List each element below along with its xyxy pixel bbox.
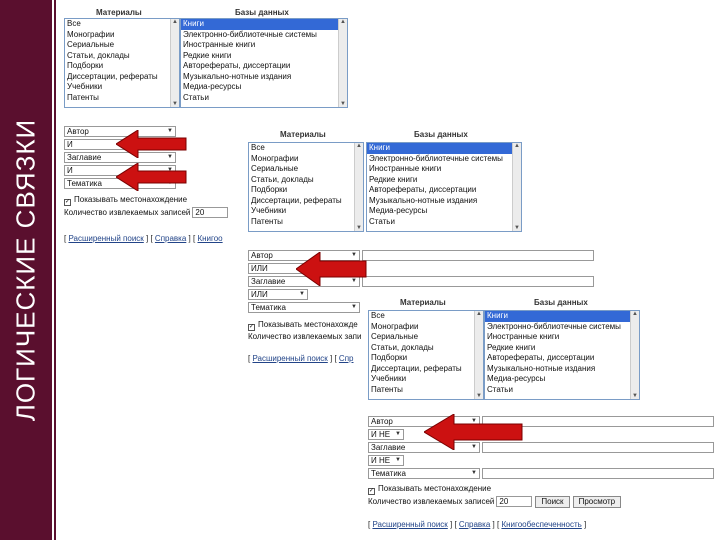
list-item[interactable]: Сериальные bbox=[371, 332, 419, 341]
list-item[interactable]: Подборки bbox=[251, 185, 288, 194]
list-item[interactable]: Диссертации, рефераты bbox=[251, 195, 342, 205]
list-item[interactable]: Электронно-библиотечные системы bbox=[369, 153, 503, 163]
list-item[interactable]: Музыкально-нотные издания bbox=[487, 363, 596, 373]
materials-list[interactable] bbox=[64, 18, 180, 108]
list-item[interactable]: Авторефераты, диссертации bbox=[183, 61, 291, 70]
help-link[interactable]: Справка bbox=[458, 520, 491, 529]
field-select[interactable]: Автор ▼ bbox=[248, 250, 360, 261]
materials-list[interactable] bbox=[248, 142, 364, 232]
list-item[interactable]: Сериальные bbox=[67, 40, 115, 49]
show-location-row: ✓ Показывать местонахождение bbox=[369, 484, 492, 494]
chevron-down-icon: ▼ bbox=[395, 431, 401, 437]
chevron-down-icon: ▼ bbox=[471, 418, 477, 424]
arrow-left-icon bbox=[116, 163, 188, 191]
list-item[interactable]: Электронно-библиотечные системы bbox=[487, 321, 621, 331]
scrollbar[interactable] bbox=[170, 19, 179, 107]
list-item[interactable]: Монографии bbox=[251, 153, 299, 163]
count-row: Количество извлекаемых записей 20 Поиск Просмотр bbox=[368, 496, 621, 508]
show-location-checkbox[interactable]: ✓ bbox=[65, 199, 71, 205]
list-item[interactable]: Иностранные книги bbox=[369, 164, 442, 173]
field-select[interactable]: Тематика ▼ bbox=[368, 468, 480, 479]
list-item[interactable]: Монографии bbox=[371, 321, 419, 331]
count-row: Количество извлекаемых записей 20 bbox=[64, 207, 228, 218]
list-item[interactable]: Статьи bbox=[369, 216, 395, 226]
field-select[interactable]: Заглавие ▼ bbox=[368, 442, 480, 453]
chevron-down-icon: ▼ bbox=[471, 444, 477, 450]
list-item[interactable]: Диссертации, рефераты bbox=[67, 71, 158, 81]
field-select[interactable]: Заглавие ▼ bbox=[64, 152, 176, 163]
list-item[interactable]: Медиа-ресурсы bbox=[369, 206, 428, 215]
chevron-down-icon: ▼ bbox=[351, 252, 357, 258]
operator-select[interactable]: ИЛИ ▼ bbox=[248, 289, 308, 300]
list-item[interactable]: Сериальные bbox=[251, 164, 299, 173]
chevron-down-icon: ▼ bbox=[299, 291, 305, 297]
count-input[interactable]: 20 bbox=[496, 496, 532, 507]
chevron-down-icon: ▼ bbox=[167, 154, 173, 160]
chevron-down-icon: ▼ bbox=[471, 470, 477, 476]
chevron-down-icon: ▼ bbox=[167, 128, 173, 134]
arrow-left-icon bbox=[116, 130, 188, 158]
list-item[interactable]: Книги bbox=[181, 19, 347, 30]
list-item[interactable]: Все bbox=[251, 143, 265, 152]
materials-header: Материалы bbox=[400, 298, 446, 307]
search-button[interactable]: Поиск bbox=[535, 496, 569, 508]
chevron-down-icon: ▼ bbox=[167, 167, 173, 173]
help-link[interactable]: Справка bbox=[154, 234, 187, 243]
list-item[interactable]: Подборки bbox=[371, 353, 408, 362]
scrollbar[interactable] bbox=[630, 311, 639, 399]
scrollbar[interactable] bbox=[354, 143, 363, 231]
scrollbar[interactable] bbox=[474, 311, 483, 399]
advanced-search-link[interactable]: Расширенный поиск bbox=[372, 520, 448, 529]
field-select[interactable]: Автор ▼ bbox=[64, 126, 176, 137]
book-supply-link[interactable]: Книгообеспеченность bbox=[501, 520, 582, 529]
list-item[interactable]: Статьи, доклады bbox=[251, 174, 314, 184]
operator-select[interactable]: И ▼ bbox=[64, 165, 176, 176]
databases-header: Базы данных bbox=[414, 130, 468, 139]
links-row: [ Расширенный поиск ] [ Справка ] [ Книгоо bbox=[64, 234, 223, 243]
operator-select[interactable]: И НЕ ▼ bbox=[368, 429, 404, 440]
list-item[interactable]: Авторефераты, диссертации bbox=[487, 353, 595, 362]
list-item[interactable]: Иностранные книги bbox=[183, 40, 256, 49]
list-item[interactable]: Все bbox=[371, 311, 385, 320]
list-item[interactable]: Подборки bbox=[67, 61, 104, 70]
field-select[interactable]: Тематика ▼ bbox=[248, 302, 360, 313]
operator-select[interactable]: ИЛИ bbox=[248, 263, 308, 274]
list-item[interactable]: Статьи bbox=[183, 92, 209, 102]
databases-list[interactable] bbox=[180, 18, 348, 108]
show-location-row: ✓ Показывать местонахожде bbox=[249, 320, 358, 330]
operator-select[interactable]: И bbox=[64, 139, 176, 150]
list-item[interactable]: Книги bbox=[367, 143, 521, 154]
materials-header: Материалы bbox=[96, 8, 142, 17]
databases-list[interactable] bbox=[366, 142, 522, 232]
list-item[interactable]: Музыкально-нотные издания bbox=[183, 71, 292, 81]
list-item[interactable]: Учебники bbox=[251, 206, 287, 215]
databases-list[interactable] bbox=[484, 310, 640, 400]
show-location-checkbox[interactable]: ✓ bbox=[369, 488, 375, 494]
list-item[interactable]: Книги bbox=[485, 311, 639, 322]
show-location-checkbox[interactable]: ✓ bbox=[249, 324, 255, 330]
operator-select[interactable]: И НЕ ▼ bbox=[368, 455, 404, 466]
query-input[interactable] bbox=[362, 250, 594, 261]
list-item[interactable]: Диссертации, рефераты bbox=[371, 363, 462, 373]
list-item[interactable]: Редкие книги bbox=[487, 342, 536, 352]
list-item[interactable]: Редкие книги bbox=[369, 174, 418, 184]
list-item[interactable]: Учебники bbox=[371, 374, 407, 383]
list-item[interactable]: Иностранные книги bbox=[487, 332, 560, 341]
chevron-down-icon: ▼ bbox=[351, 304, 357, 310]
materials-header: Материалы bbox=[280, 130, 326, 139]
chevron-down-icon: ▼ bbox=[351, 278, 357, 284]
databases-header: Базы данных bbox=[235, 8, 289, 17]
list-item[interactable]: Авторефераты, диссертации bbox=[369, 185, 477, 194]
list-item[interactable]: Статьи, доклады bbox=[371, 342, 434, 352]
list-item[interactable]: Музыкально-нотные издания bbox=[369, 195, 478, 205]
side-banner bbox=[0, 0, 52, 540]
count-input[interactable]: 20 bbox=[192, 207, 228, 218]
view-button[interactable]: Просмотр bbox=[573, 496, 622, 508]
list-item[interactable]: Монографии bbox=[67, 29, 115, 39]
list-item[interactable]: Статьи, доклады bbox=[67, 50, 130, 60]
list-item[interactable]: Патенты bbox=[251, 216, 283, 226]
scrollbar[interactable] bbox=[512, 143, 521, 231]
advanced-search-link[interactable]: Расширенный поиск bbox=[252, 354, 328, 363]
list-item[interactable]: Редкие книги bbox=[183, 50, 232, 60]
list-item[interactable]: Медиа-ресурсы bbox=[487, 374, 546, 383]
advanced-search-link[interactable]: Расширенный поиск bbox=[68, 234, 144, 243]
list-item[interactable]: Все bbox=[67, 19, 81, 28]
list-item[interactable]: Медиа-ресурсы bbox=[183, 82, 242, 91]
book-supply-link[interactable]: Книгоо bbox=[197, 234, 223, 243]
query-input[interactable] bbox=[362, 276, 594, 287]
field-select[interactable]: Тематика bbox=[64, 178, 176, 189]
list-item[interactable]: Патенты bbox=[371, 384, 403, 394]
help-link[interactable]: Спр bbox=[338, 354, 354, 363]
list-item[interactable]: Статьи bbox=[487, 384, 513, 394]
search-form-3 bbox=[364, 290, 720, 536]
arrow-left-icon bbox=[296, 252, 368, 286]
databases-header: Базы данных bbox=[534, 298, 588, 307]
list-item[interactable]: Патенты bbox=[67, 92, 99, 102]
links-row: [ Расширенный поиск ] [ Спр bbox=[248, 354, 354, 363]
query-input[interactable] bbox=[482, 468, 714, 479]
chevron-down-icon: ▼ bbox=[395, 457, 401, 463]
divider bbox=[54, 0, 56, 540]
field-select[interactable]: Автор ▼ bbox=[368, 416, 480, 427]
materials-list[interactable] bbox=[368, 310, 484, 400]
scrollbar[interactable] bbox=[338, 19, 347, 107]
arrow-left-icon bbox=[424, 414, 524, 450]
list-item[interactable]: Электронно-библиотечные системы bbox=[183, 29, 317, 39]
side-title: ЛОГИЧЕСКИЕ СВЯЗКИ bbox=[10, 118, 41, 422]
count-row: Количество извлекаемых запи bbox=[248, 332, 362, 341]
show-location-row: ✓ Показывать местонахождение bbox=[65, 195, 188, 205]
field-select[interactable]: Заглавие ▼ bbox=[248, 276, 360, 287]
links-row: [ Расширенный поиск ] [ Справка ] [ Книгообеспеченность ] bbox=[368, 520, 587, 529]
list-item[interactable]: Учебники bbox=[67, 82, 103, 91]
